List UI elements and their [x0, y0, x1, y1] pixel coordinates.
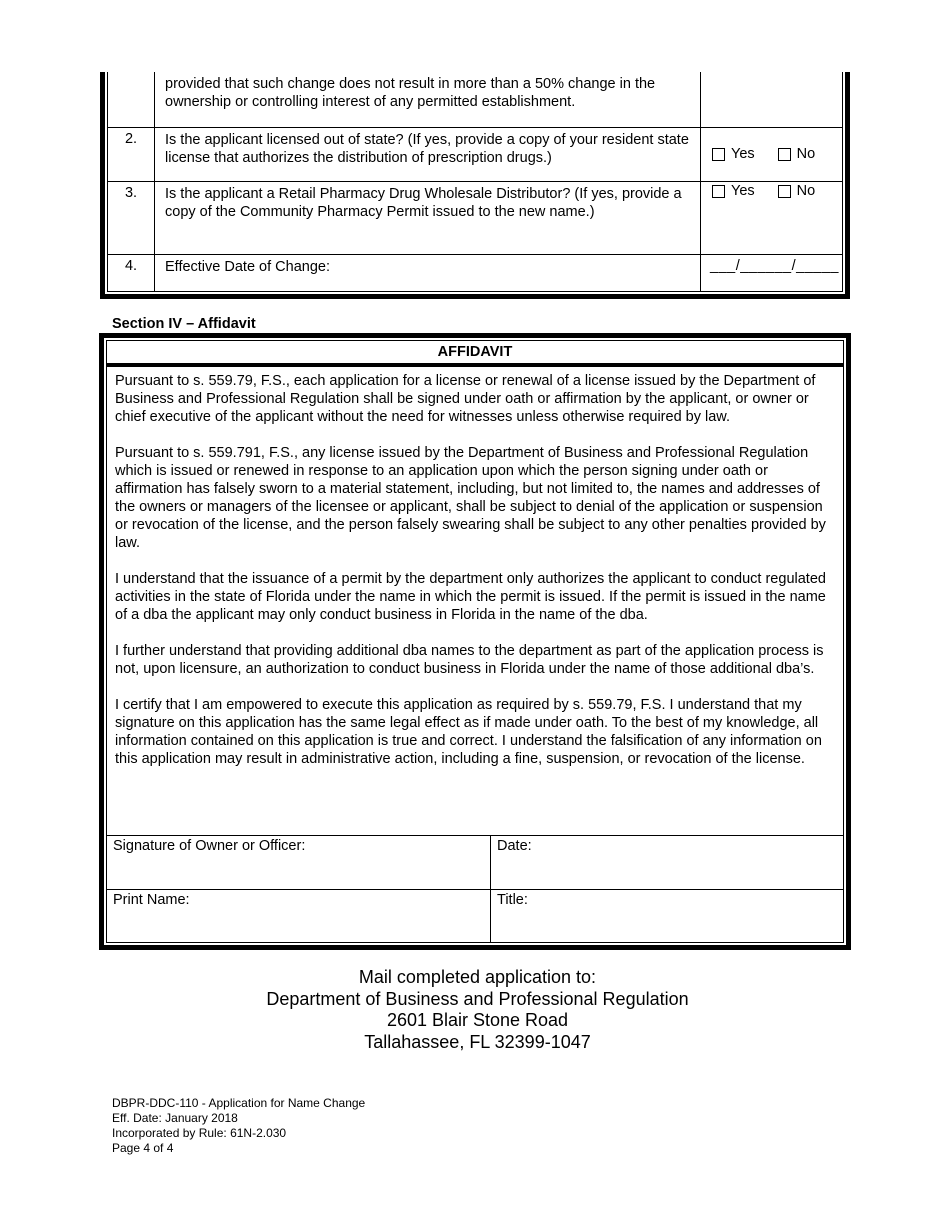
- no-label: No: [796, 183, 816, 199]
- no-checkbox[interactable]: [778, 185, 791, 198]
- question-row-3: [108, 182, 842, 255]
- mailing-line: Tallahassee, FL 32399-1047: [364, 1031, 591, 1052]
- title-field[interactable]: [491, 890, 843, 942]
- question-text: Is the applicant licensed out of state? (If yes, provide a copy of your resident state license that authorizes the distribution of prescription drugs.): [156, 128, 701, 181]
- question-row-4: [108, 255, 842, 291]
- title-label: Title:: [497, 892, 528, 908]
- affidavit-title: AFFIDAVIT: [107, 341, 843, 367]
- print-name-label: Print Name:: [113, 892, 190, 908]
- question-number: 3.: [108, 182, 155, 254]
- affidavit-body: [115, 372, 837, 786]
- question-row-2: [108, 128, 842, 182]
- signature-grid: [107, 835, 843, 942]
- yes-checkbox[interactable]: [712, 185, 725, 198]
- yes-label: Yes: [731, 183, 755, 199]
- question-text: Is the applicant a Retail Pharmacy Drug Wholesale Distributor? (If yes, provide a copy of the Community Pharmacy Permit issued to the new name.): [156, 182, 701, 254]
- question-text: Effective Date of Change:: [156, 255, 701, 291]
- question-number: [108, 72, 155, 127]
- section-heading: Section IV – Affidavit: [112, 316, 256, 332]
- question-number: 2.: [108, 128, 155, 181]
- question-answer-cell: [702, 128, 842, 181]
- affidavit-paragraph: I further understand that providing additional dba names to the department as part of the application process is not, upon licensure, an authorization to conduct business in Florida under the name of those additional dba’s.: [115, 643, 824, 677]
- yes-checkbox[interactable]: [712, 148, 725, 161]
- effective-date-field[interactable]: ___/______/_____: [710, 258, 839, 274]
- signature-field[interactable]: [107, 836, 491, 890]
- form-id: DBPR-DDC-110 - Application for Name Change: [112, 1096, 366, 1110]
- page-footer: [112, 1096, 365, 1156]
- mailing-address: [0, 967, 950, 1053]
- affidavit-box: [99, 333, 851, 950]
- effective-date: Eff. Date: January 2018: [112, 1111, 238, 1125]
- mailing-line: Mail completed application to:: [358, 967, 597, 987]
- affidavit-inner: [106, 340, 844, 943]
- questions-table: [100, 72, 850, 299]
- affidavit-paragraph: Pursuant to s. 559.79, F.S., each application for a license or renewal of a license issued by the Department of Business and Professional Regulation shall be signed under oath or affirmation by the applicant, or owner or chief executive of the applicant without the need for witnesses unless otherwise required by law.: [115, 373, 816, 425]
- question-row-continued: [108, 72, 842, 128]
- mailing-line: Department of Business and Professional Regulation: [266, 988, 689, 1009]
- date-label: Date:: [497, 838, 532, 854]
- date-field[interactable]: [491, 836, 843, 890]
- print-name-field[interactable]: [107, 890, 491, 942]
- questions-table-inner: [107, 72, 843, 292]
- question-answer-cell: [702, 72, 842, 127]
- rule-reference: Incorporated by Rule: 61N-2.030: [112, 1126, 287, 1140]
- yes-label: Yes: [731, 146, 755, 162]
- page-number: Page 4 of 4: [112, 1141, 174, 1155]
- mailing-line: 2601 Blair Stone Road: [386, 1010, 569, 1030]
- question-text: provided that such change does not result in more than a 50% change in the ownership or controlling interest of any permitted establishment.: [156, 72, 701, 127]
- signature-label: Signature of Owner or Officer:: [113, 838, 306, 854]
- affidavit-paragraph: I certify that I am empowered to execute this application as required by s. 559.79, F.S. I understand that my signature on this application has the same legal effect as if made under oath. To the best of my knowledge, all information contained on this application is true and correct. I understand the falsification of any information on this application may result in administrative action, including a fine, suspension, or revocation of the license.: [115, 697, 822, 767]
- question-answer-cell: [702, 182, 842, 254]
- affidavit-paragraph: Pursuant to s. 559.791, F.S., any license issued by the Department of Business and Professional Regulation which is issued or renewed in response to an application upon which the person signing under oath or affirmation has falsely sworn to a material statement, including, but not limited to, the names and addresses of the owners or managers of the licensee or applicant, shall be subject to denial of the application or suspension or revocation of the license, and the person falsely swearing shall be subject to any other penalties provided by law.: [115, 445, 826, 551]
- no-checkbox[interactable]: [778, 148, 791, 161]
- affidavit-paragraph: I understand that the issuance of a permit by the department only authorizes the applicant to conduct regulated activities in the state of Florida under the name in which the permit is issued. If the permit is issued in the name of a dba the applicant may only conduct business in Florida in the name of the dba.: [115, 571, 826, 623]
- question-number: 4.: [108, 255, 155, 291]
- no-label: No: [796, 146, 816, 162]
- question-answer-cell: [702, 255, 842, 291]
